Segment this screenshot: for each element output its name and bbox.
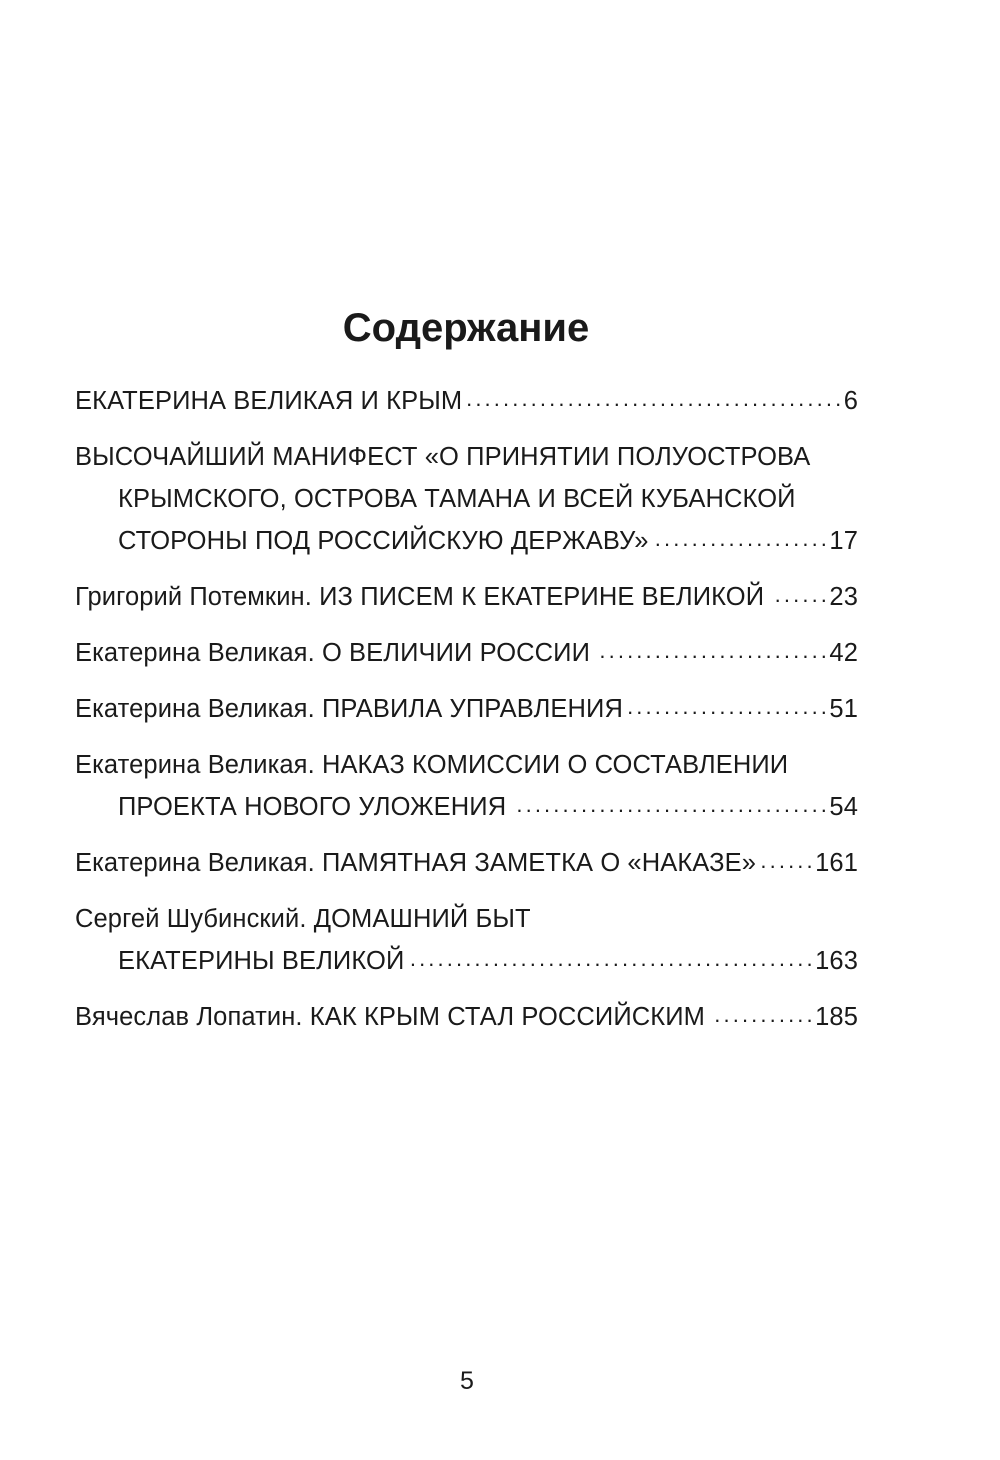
toc-entry-title: СТОРОНЫ ПОД РОССИЙСКУЮ ДЕРЖАВУ» xyxy=(118,527,649,555)
toc-entry-line xyxy=(75,632,858,674)
dot-leader xyxy=(711,1000,811,1026)
toc-entry-line xyxy=(75,842,858,884)
toc-entry-line xyxy=(75,380,858,422)
toc-entry-title: Екатерина Великая. О ВЕЛИЧИИ РОССИИ xyxy=(75,639,591,667)
toc-entry xyxy=(75,996,858,1038)
toc-entry-line xyxy=(75,688,858,730)
toc-entry-title-line: Сергей Шубинский. ДОМАШНИЙ БЫТ xyxy=(75,905,531,933)
toc-entry-title-line: ВЫСОЧАЙШИЙ МАНИФЕСТ «О ПРИНЯТИИ ПОЛУОСТРОВА xyxy=(75,443,811,471)
toc-entry-line xyxy=(75,786,858,828)
toc-entry-page: 185 xyxy=(815,1003,858,1031)
toc-entry-title: Екатерина Великая. ПАМЯТНАЯ ЗАМЕТКА О «НАКАЗЕ» xyxy=(75,849,757,877)
toc-entry xyxy=(75,744,858,828)
toc-entry xyxy=(75,688,858,730)
dot-leader xyxy=(512,790,825,816)
dot-leader xyxy=(596,636,825,662)
toc-entry xyxy=(75,842,858,884)
toc-entry-title: Вячеслав Лопатин. КАК КРЫМ СТАЛ РОССИЙСКИМ xyxy=(75,1003,706,1031)
toc-entry xyxy=(75,380,858,422)
toc-entry-line xyxy=(75,940,858,982)
toc-entry-page: 23 xyxy=(829,583,858,611)
toc-entry-page: 54 xyxy=(829,793,858,821)
table-of-contents xyxy=(75,380,858,1038)
toc-entry-page: 51 xyxy=(829,695,858,723)
dot-leader xyxy=(410,944,811,970)
dot-leader xyxy=(655,524,826,550)
toc-entry-title: ПРОЕКТА НОВОГО УЛОЖЕНИЯ xyxy=(118,793,507,821)
toc-entry-line xyxy=(75,996,858,1038)
toc-entry-line xyxy=(75,520,858,562)
toc-entry-title: ЕКАТЕРИНА ВЕЛИКАЯ И КРЫМ xyxy=(75,387,463,415)
dot-leader xyxy=(629,692,825,718)
toc-entry xyxy=(75,632,858,674)
toc-entry-page: 161 xyxy=(815,849,858,877)
toc-entry-title: ЕКАТЕРИНЫ ВЕЛИКОЙ xyxy=(118,947,405,975)
page-number: 5 xyxy=(460,1367,474,1395)
page-title: Содержание xyxy=(342,306,590,350)
dot-leader xyxy=(770,580,825,606)
dot-leader xyxy=(762,846,811,872)
dot-leader xyxy=(468,384,839,410)
toc-entry-page: 42 xyxy=(829,639,858,667)
toc-entry-line xyxy=(75,576,858,618)
toc-entry-title-line: КРЫМСКОГО, ОСТРОВА ТАМАНА И ВСЕЙ КУБАНСКОЙ xyxy=(118,485,796,513)
toc-entry-title-line: Екатерина Великая. НАКАЗ КОМИССИИ О СОСТАВЛЕНИИ xyxy=(75,751,789,779)
toc-entry-page: 163 xyxy=(815,947,858,975)
toc-entry-title: Григорий Потемкин. ИЗ ПИСЕМ К ЕКАТЕРИНЕ ВЕЛИКОЙ xyxy=(75,583,765,611)
toc-entry-page: 6 xyxy=(843,387,858,415)
toc-entry-title: Екатерина Великая. ПРАВИЛА УПРАВЛЕНИЯ xyxy=(75,695,624,723)
toc-entry-page: 17 xyxy=(829,527,858,555)
toc-entry xyxy=(75,436,858,562)
toc-entry xyxy=(75,576,858,618)
toc-entry xyxy=(75,898,858,982)
